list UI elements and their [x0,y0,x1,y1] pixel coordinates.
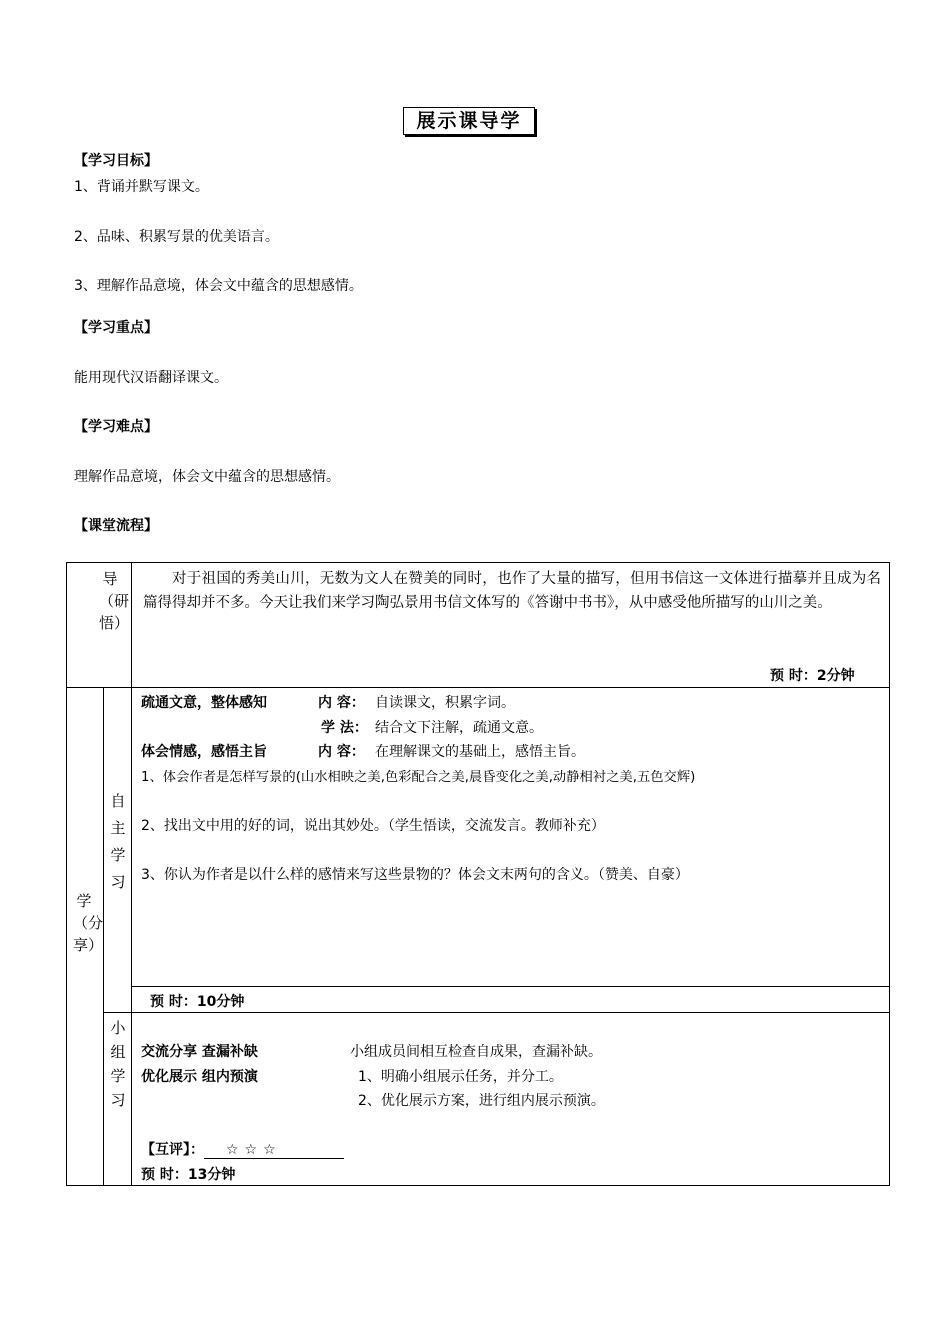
xiaozu-r2-val: 1、明确小组展示任务，并分工。 [358,1069,563,1085]
dao-label: 导（研悟） [99,570,130,632]
dao-text: 对于祖国的秀美山川，无数为文人在赞美的同时，也作了大量的描写，但用书信这一文体进行描摹并且成为名篇得得却并不多。今天让我们来学习陶弘景用书信文体写的《答谢中书书》，从中感受他所描写的山川之美。 [143,571,881,611]
peer-review-label: 【互评】： [141,1142,204,1158]
goals-heading: 【学习目标】 [74,153,158,169]
table-divider [131,986,890,987]
zizhu-q3: 3、你认为作者是以什么样的感情来写这些景物的？体会文末两句的含义。（赞美、自豪） [141,867,689,883]
goal-item: 2、品味、积累写景的优美语言。 [74,229,279,245]
table-divider [103,687,104,1186]
zizhu-r1-key: 内 容： [318,695,365,711]
zizhu-q2: 2、找出文中用的好的词，说出其妙处。（学生悟读，交流发言。教师补充） [141,818,605,834]
zizhu-label: 自主学习 [110,792,126,891]
xiaozu-label: 小组学习 [110,1019,126,1109]
xue-label: 学（分享） [73,892,104,954]
zizhu-r2-key: 学 法： [321,720,368,736]
xiaozu-r3-val: 2、优化展示方案，进行组内展示预演。 [358,1093,605,1109]
star-rating[interactable]: ☆☆☆ [204,1142,344,1159]
zizhu-r2-val: 结合文下注解，疏通文意。 [375,720,543,736]
dao-time: 预 时：2分钟 [770,668,855,684]
zizhu-r1-val: 自读课文，积累字词。 [375,695,515,711]
difficulty-text: 理解作品意境，体会文中蕴含的思想感情。 [74,469,340,485]
xiaozu-time: 预 时：13分钟 [141,1167,236,1183]
xiaozu-r1-val: 小组成员间相互检查自成果，查漏补缺。 [350,1044,602,1060]
table-divider [131,562,132,1186]
table-divider [66,687,890,688]
difficulty-heading: 【学习难点】 [74,419,158,435]
zizhu-r3-val: 在理解课文的基础上，感悟主旨。 [375,744,585,760]
goal-item: 3、理解作品意境，体会文中蕴含的思想感情。 [74,278,363,294]
process-heading: 【课堂流程】 [74,518,158,534]
page-title: 展示课导学 [403,107,535,135]
xiaozu-r1-bold: 交流分享 查漏补缺 [141,1044,258,1060]
xiaozu-r2-bold: 优化展示 组内预演 [141,1069,258,1085]
zizhu-time: 预 时：10分钟 [150,994,245,1010]
peer-review [141,1139,344,1159]
focus-text: 能用现代汉语翻译课文。 [74,370,228,386]
focus-heading: 【学习重点】 [74,320,158,336]
zizhu-r1-bold: 疏通文意，整体感知 [141,695,267,711]
goal-item: 1、背诵并默写课文。 [74,179,209,195]
table-divider [103,1012,890,1013]
zizhu-r3-key: 内 容： [318,744,365,760]
zizhu-r3-bold: 体会情感，感悟主旨 [141,744,267,760]
zizhu-q1: 1、体会作者是怎样写景的(山水相映之美,色彩配合之美,晨昏变化之美,动静相衬之美,五色交辉) [141,770,696,785]
